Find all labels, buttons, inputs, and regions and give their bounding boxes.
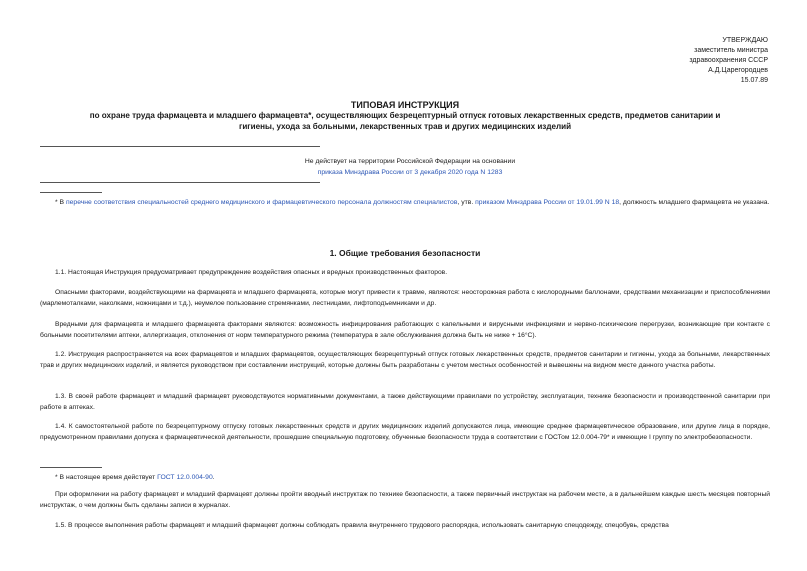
footnote-star: * <box>55 199 58 206</box>
approval-line-1: УТВЕРЖДАЮ <box>722 37 768 44</box>
paragraph-1-2: 1.2. Инструкция распространяется на всех фармацевтов и младших фармацевтов, осуществляющих безрецептурный отпуск готовых лекарственных средств, предметов санитарии и гигиены, ухода за больными, лекарственных трав и других медицинских изделий, и является руководством при составлении инструкций, которые должны быть разработаны с учетом местных особенностей и вывешены на видном месте данного участка работы. <box>40 351 770 369</box>
paragraph-1-4: 1.4. К самостоятельной работе по безрецептурному отпуску готовых лекарственных средств и других медицинских изделий допускаются лица, имеющие среднее фармацевтическое образование, или другие лица в порядке, предусмотренном правилами допуска к фармацевтической деятельности, прошедшие специальную подготовку, обученные безопасности труда в соответствии с ГОСТом 12.0.004-79* и имеющие I группу по электробезопасности. <box>40 423 770 441</box>
approval-line-2: заместитель министра <box>694 47 768 54</box>
approval-block <box>568 36 768 86</box>
footnote-text-a: В <box>57 199 66 206</box>
notice-text: Не действует на территории Российской Федерации на основании <box>304 158 516 165</box>
footnote-text-c: , должность младшего фармацевта не указана. <box>619 199 770 206</box>
status-notice <box>200 156 620 178</box>
section-heading: 1. Общие требования безопасности <box>329 248 481 258</box>
document-subtitle <box>40 110 770 132</box>
paragraph-hazards: Опасными факторами, воздействующими на фармацевта и младшего фармацевта, которые могут привести к травме, являются: неосторожная работа с кислородными баллонами, средствами механизации и приспособлениями (марлемоталками, наколками, ножницами и т.д.), неумелое пользование стремянками, лестницами, лифтоподъемниками и др. <box>40 289 770 307</box>
divider-notice <box>40 182 320 183</box>
footnote-link-perechen[interactable]: перечне соответствия специальностей среднего медицинского и фармацевтического персонала должностям специалистов <box>65 199 458 206</box>
footnote-2-end: . <box>212 474 215 481</box>
paragraph-1-5: 1.5. В процессе выполнения работы фармацевт и младший фармацевт должны соблюдать правила внутреннего трудового распорядка, использовать санитарную спецодежду, спецобувь, средства <box>55 522 669 529</box>
subtitle-line-1: по охране труда фармацевта и младшего фармацевта*, осуществляющих безрецептурный отпуск готовых лекарственных средств, предметов санитарии и <box>89 111 721 120</box>
footnote-text-b: , утв. <box>457 199 476 206</box>
subtitle-line-2: гигиены, ухода за больными, лекарственных трав и других медицинских изделий <box>238 122 572 131</box>
paragraph-1-1: 1.1. Настоящая Инструкция предусматривает предупреждение воздействия опасных и вредных производственных факторов. <box>55 269 448 276</box>
approval-date: 15.07.89 <box>740 77 768 84</box>
notice-link[interactable]: приказа Минздрава России от 3 декабря 2020 года N 1283 <box>317 169 503 176</box>
approval-line-3: здравоохранения СССР <box>689 57 768 64</box>
paragraph-harmful-factors: Вредными для фармацевта и младшего фармацевта факторами являются: возможность инфицирования работающих с капельными и вирусными инфекциями и нервно-психические перегрузки, возникающие при контакте с больными посетителями аптеки, аллергизация, отклонения от норм температурного режима (температура в зале обслуживания должна быть не ниже + 16°С). <box>40 321 770 339</box>
footnote-1 <box>40 198 770 208</box>
footnote-link-prikaz[interactable]: приказом Минздрава России от 19.01.99 N 18 <box>475 199 620 206</box>
approval-line-4: А.Д.Царегородцев <box>708 67 768 74</box>
footnote-2-link-gost[interactable]: ГОСТ 12.0.004-90 <box>157 474 213 481</box>
divider-top <box>40 146 320 147</box>
footnote-rule-1 <box>40 192 102 193</box>
paragraph-instruction: При оформлении на работу фармацевт и младший фармацевт должны пройти вводный инструктаж по технике безопасности, а также первичный инструктаж на рабочем месте, а в дальнейшем каждые шесть месяцев повторный инструктаж, о чем должны быть сделаны записи в журналах. <box>40 491 770 509</box>
document-title: ТИПОВАЯ ИНСТРУКЦИЯ <box>350 100 460 110</box>
footnote-2-text: * В настоящее время действует <box>55 474 158 481</box>
footnote-2 <box>40 473 770 483</box>
paragraph-1-3: 1.3. В своей работе фармацевт и младший фармацевт руководствуются нормативными документами, а также действующими правилами по устройству, эксплуатации, технике безопасности и производственной санитарии при работе в аптеках. <box>40 393 770 411</box>
footnote-rule-2 <box>40 467 102 468</box>
